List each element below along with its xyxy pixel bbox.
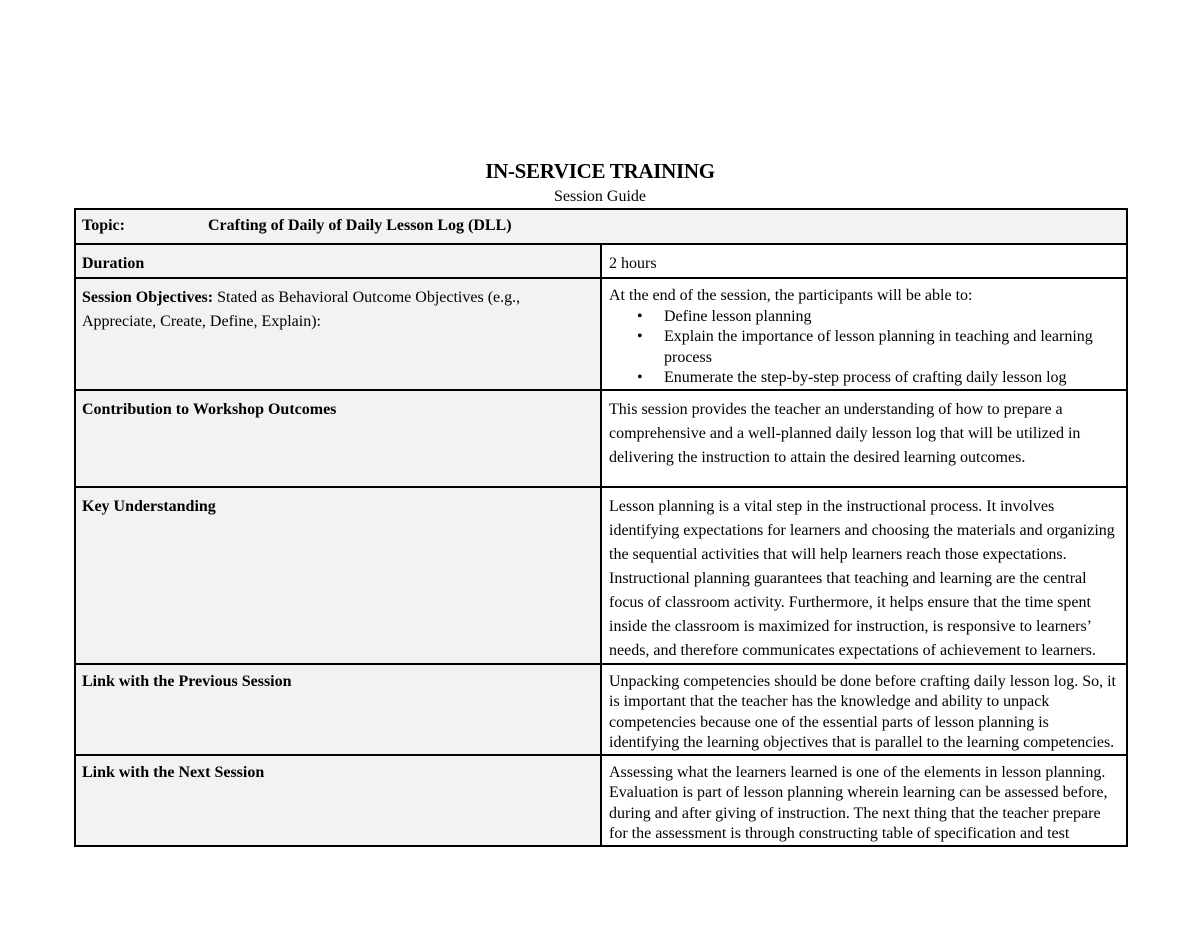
objectives-list — [609, 307, 1118, 389]
contribution-value: This session provides the teacher an understanding of how to prepare a comprehensive and a well-planned daily lesson log that will be utilized in delivering the instruction to attain the desired learning outcomes. — [601, 390, 1127, 487]
list-item: • Explain the importance of lesson planning in teaching and learning process — [664, 327, 1118, 368]
objectives-label-bold: Session Objectives: — [82, 289, 214, 306]
table-row-contribution — [75, 390, 1127, 487]
previous-session-value: Unpacking competencies should be done before crafting daily lesson log. So, it is important that the teacher has the knowledge and ability to unpack competencies because one of the essential parts of lesson planning is identifying the learning objectives that is parallel to the learning competencies. — [601, 664, 1127, 755]
list-item: • Enumerate the step-by-step process of crafting daily lesson log — [664, 368, 1118, 389]
table-row-next-session — [75, 755, 1127, 846]
list-item: • Define lesson planning — [664, 307, 1118, 328]
duration-label: Duration — [75, 244, 601, 278]
objectives-value — [601, 278, 1127, 390]
duration-value: 2 hours — [601, 244, 1127, 278]
next-session-value: Assessing what the learners learned is one of the elements in lesson planning. Evaluation is part of lesson planning wherein learning can be assessed before, during and after giving of instruction. The next thing that the teacher prepare for the assessment is through constructing table of specification and test — [601, 755, 1127, 846]
topic-value: Crafting of Daily of Daily Lesson Log (DLL) — [208, 217, 512, 234]
objectives-label — [75, 278, 601, 390]
table-row-previous-session — [75, 664, 1127, 755]
key-understanding-value: Lesson planning is a vital step in the instructional process. It involves identifying expectations for learners and choosing the materials and organizing the sequential activities that will help learners reach those expectations. Instructional planning guarantees that teaching and learning are the central focus of classroom activity. Furthermore, it helps ensure that the time spent inside the classroom is maximized for instruction, is responsive to learners’ needs, and therefore communicates expectations of achievement to learners. — [601, 487, 1127, 664]
session-guide-table — [74, 208, 1128, 847]
page-title: IN-SERVICE TRAINING — [485, 159, 715, 183]
table-row-duration — [75, 244, 1127, 278]
table-row-objectives — [75, 278, 1127, 390]
page-subtitle: Session Guide — [554, 188, 646, 205]
contribution-label: Contribution to Workshop Outcomes — [75, 390, 601, 487]
table-row-topic — [75, 209, 1127, 244]
next-session-label: Link with the Next Session — [75, 755, 601, 846]
topic-cell — [75, 209, 1127, 244]
table-row-key-understanding — [75, 487, 1127, 664]
topic-label: Topic: — [82, 217, 125, 234]
objectives-intro: At the end of the session, the participants will be able to: — [609, 287, 973, 304]
key-understanding-label: Key Understanding — [75, 487, 601, 664]
objectives-label-rest: Stated as Behavioral Outcome Objectives (e.g., Appreciate, Create, Define, Explain): — [82, 289, 521, 330]
previous-session-label: Link with the Previous Session — [75, 664, 601, 755]
